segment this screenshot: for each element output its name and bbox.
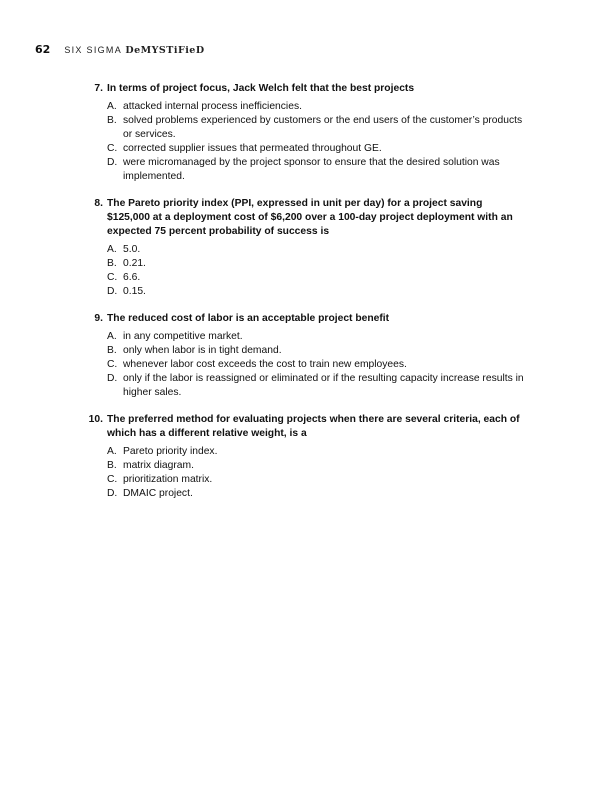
question-7	[84, 82, 524, 184]
choice-item	[107, 372, 524, 400]
page-number: 62	[35, 43, 51, 56]
choice-text: 0.21.	[123, 258, 146, 269]
choice-list	[107, 445, 524, 501]
choice-letter: B.	[107, 258, 117, 269]
question-10	[84, 413, 524, 501]
choice-item	[107, 330, 524, 344]
choice-letter: C.	[107, 474, 118, 485]
choice-text: in any competitive market.	[123, 331, 243, 342]
question-number: 9.	[94, 313, 103, 324]
choice-item	[107, 257, 524, 271]
question-number: 8.	[94, 198, 103, 209]
question-8	[84, 197, 524, 299]
choice-letter: A.	[107, 446, 117, 457]
choice-item	[107, 142, 524, 156]
choice-text: DMAIC project.	[123, 488, 193, 499]
choice-item	[107, 473, 524, 487]
choice-text: prioritization matrix.	[123, 474, 213, 485]
question-number: 10.	[88, 414, 103, 425]
choice-text: whenever labor cost exceeds the cost to train new employees.	[123, 359, 407, 370]
choice-item	[107, 156, 524, 184]
choice-letter: D.	[107, 157, 118, 168]
choice-letter: D.	[107, 488, 118, 499]
choice-list	[107, 100, 524, 184]
choice-text: corrected supplier issues that permeated throughout GE.	[123, 143, 382, 154]
choice-text: were micromanaged by the project sponsor to ensure that the desired solution was implemented.	[123, 157, 500, 182]
choice-item	[107, 358, 524, 372]
choice-item	[107, 487, 524, 501]
choice-text: solved problems experienced by customers or the end users of the customer’s products or services.	[123, 115, 523, 140]
running-title	[64, 45, 204, 56]
choice-letter: C.	[107, 143, 118, 154]
choice-text: 0.15.	[123, 286, 146, 297]
running-title-prefix: SIX SIGMA	[64, 45, 126, 55]
choice-letter: C.	[107, 359, 118, 370]
choice-item	[107, 114, 524, 142]
choice-list	[107, 330, 524, 400]
running-title-suffix: DeMYSTiFieD	[125, 45, 205, 56]
choice-letter: A.	[107, 101, 117, 112]
choice-item	[107, 459, 524, 473]
choice-letter: D.	[107, 286, 118, 297]
question-text: In terms of project focus, Jack Welch felt that the best projects	[107, 83, 415, 94]
choice-text: 5.0.	[123, 244, 141, 255]
question-stem	[84, 413, 524, 441]
choice-item	[107, 100, 524, 114]
choice-item	[107, 285, 524, 299]
question-stem	[84, 82, 524, 96]
choice-item	[107, 243, 524, 257]
choice-item	[107, 344, 524, 358]
question-list	[84, 82, 524, 514]
choice-letter: A.	[107, 244, 117, 255]
choice-letter: B.	[107, 345, 117, 356]
choice-text: attacked internal process inefficiencies.	[123, 101, 302, 112]
choice-letter: A.	[107, 331, 117, 342]
choice-text: Pareto priority index.	[123, 446, 218, 457]
choice-item	[107, 445, 524, 459]
choice-letter: B.	[107, 460, 117, 471]
question-stem	[84, 312, 524, 326]
choice-text: 6.6.	[123, 272, 141, 283]
question-number: 7.	[94, 83, 103, 94]
choice-text: only when labor is in tight demand.	[123, 345, 282, 356]
choice-letter: D.	[107, 373, 118, 384]
choice-item	[107, 271, 524, 285]
choice-letter: C.	[107, 272, 118, 283]
choice-text: only if the labor is reassigned or eliminated or if the resulting capacity increase results in higher sales.	[123, 373, 524, 398]
question-stem	[84, 197, 524, 239]
choice-text: matrix diagram.	[123, 460, 194, 471]
question-9	[84, 312, 524, 400]
choice-list	[107, 243, 524, 299]
question-text: The Pareto priority index (PPI, expressed in unit per day) for a project saving $125,000 at a deployment cost of $6,200 over a 100-day project deployment with an expected 75 percent probability of success is	[107, 198, 513, 237]
choice-letter: B.	[107, 115, 117, 126]
question-text: The reduced cost of labor is an acceptable project benefit	[107, 313, 390, 324]
running-header	[35, 43, 205, 56]
question-text: The preferred method for evaluating projects when there are several criteria, each of which has a different relative weight, is a	[107, 414, 520, 439]
